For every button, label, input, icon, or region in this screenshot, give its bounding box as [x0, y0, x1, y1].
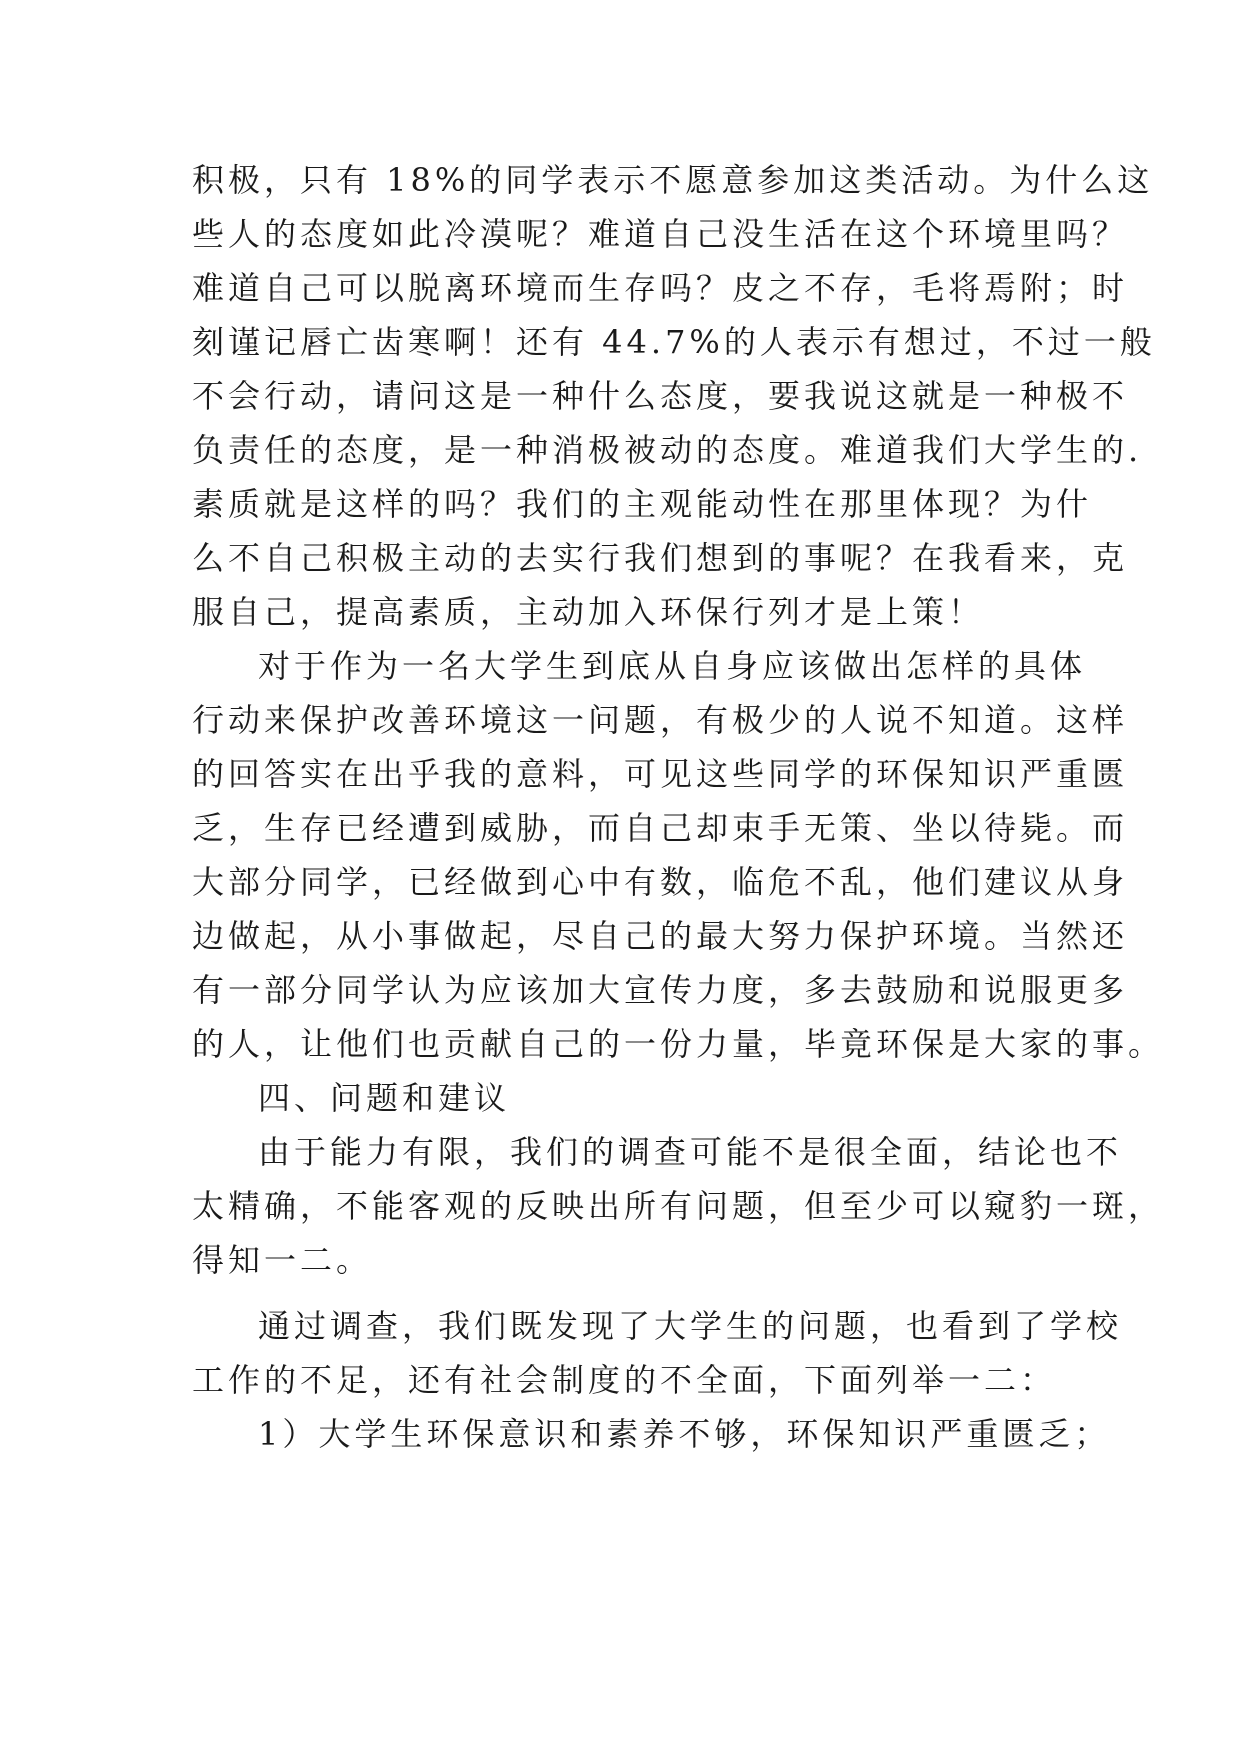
text-line: 得知一二。: [192, 1241, 373, 1279]
text-line: 不会行动，请问这是一种什么态度，要我说这就是一种极不: [192, 377, 1129, 415]
text-line: 难道自己可以脱离环境而生存吗？皮之不存，毛将焉附；时: [192, 269, 1129, 307]
text-line: 的回答实在出乎我的意料，可见这些同学的环保知识严重匮: [192, 755, 1129, 793]
paragraph-start-line: 对于作为一名大学生到底从自身应该做出怎样的具体: [258, 647, 1087, 685]
paragraph-start-line: 由于能力有限，我们的调查可能不是很全面，结论也不: [258, 1133, 1123, 1171]
text-line: 积极，只有 18%的同学表示不愿意参加这类活动。为什么这: [192, 161, 1154, 199]
text-line: 大部分同学，已经做到心中有数，临危不乱，他们建议从身: [192, 863, 1129, 901]
list-item: 1）大学生环保意识和素养不够，环保知识严重匮乏；: [258, 1415, 1111, 1453]
text-line: 边做起，从小事做起，尽自己的最大努力保护环境。当然还: [192, 917, 1129, 955]
text-line: 有一部分同学认为应该加大宣传力度，多去鼓励和说服更多: [192, 971, 1129, 1009]
text-line: 的人，让他们也贡献自己的一份力量，毕竟环保是大家的事。: [192, 1025, 1165, 1063]
section-heading: 四、问题和建议: [258, 1079, 511, 1117]
text-line: 刻谨记唇亡齿寒啊！还有 44.7%的人表示有想过，不过一般: [192, 323, 1156, 361]
paragraph-start-line: 通过调查，我们既发现了大学生的问题，也看到了学校: [258, 1307, 1123, 1345]
text-line: 服自己，提高素质，主动加入环保行列才是上策！: [192, 593, 985, 631]
text-line: 行动来保护改善环境这一问题，有极少的人说不知道。这样: [192, 701, 1129, 739]
text-line: 太精确，不能客观的反映出所有问题，但至少可以窥豹一斑，: [192, 1187, 1165, 1225]
text-line: 素质就是这样的吗？我们的主观能动性在那里体现？为什: [192, 485, 1093, 523]
text-line: 么不自己积极主动的去实行我们想到的事呢？在我看来，克: [192, 539, 1129, 577]
text-line: 负责任的态度，是一种消极被动的态度。难道我们大学生的.: [192, 431, 1143, 469]
text-line: 乏，生存已经遭到威胁，而自己却束手无策、坐以待毙。而: [192, 809, 1129, 847]
text-line: 些人的态度如此冷漠呢？难道自己没生活在这个环境里吗？: [192, 215, 1129, 253]
text-line: 工作的不足，还有社会制度的不全面，下面列举一二：: [192, 1361, 1057, 1399]
